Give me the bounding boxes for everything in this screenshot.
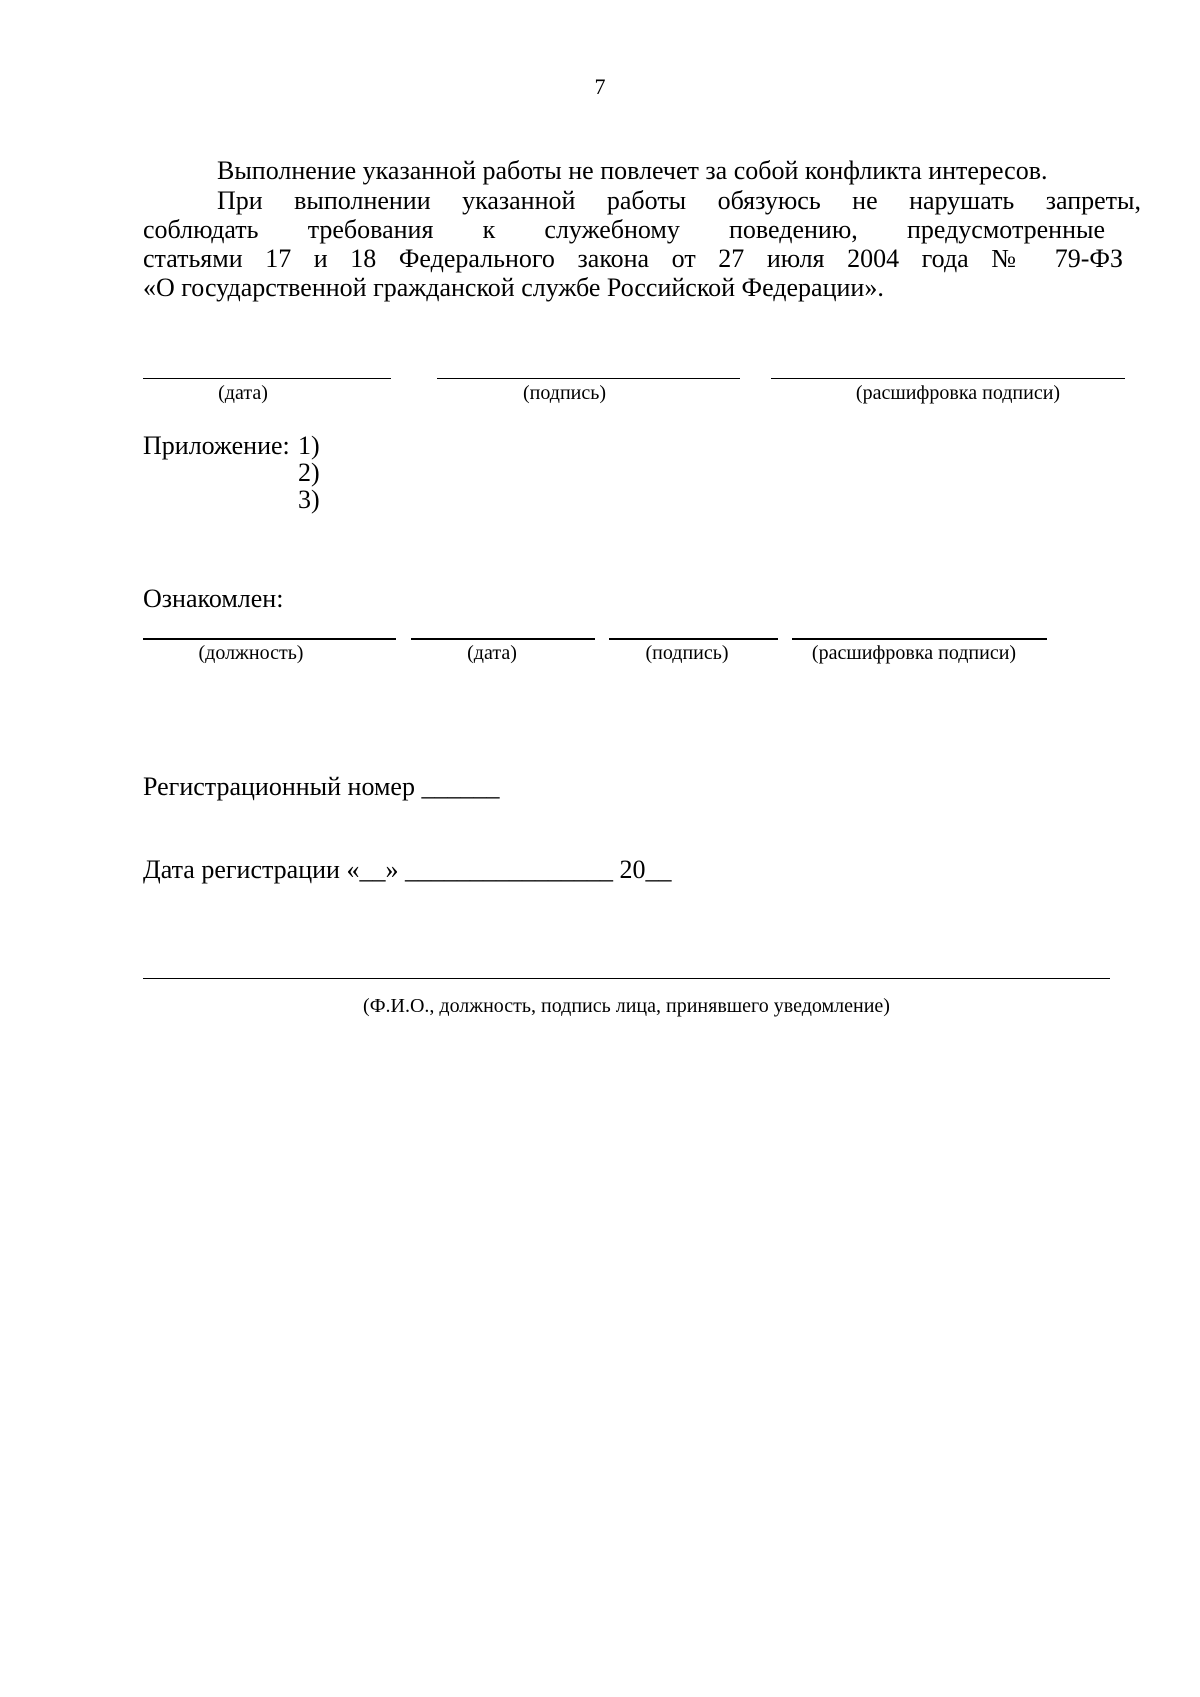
acq-signature-line (609, 638, 778, 640)
acq-date-caption: (дата) (467, 642, 517, 664)
obligation-line-3: статьями 17 и 18 Федерального закона от 27 июля 2004 года № 79-ФЗ (143, 244, 1123, 273)
paragraph-conflict-text: Выполнение указанной работы не повлечет за собой конфликта интересов. (217, 156, 1048, 185)
page-number: 7 (594, 74, 606, 99)
signature-line (437, 378, 740, 379)
obligation-line-2: соблюдать требования к служебному поведению, предусмотренные (143, 215, 1105, 244)
attachment-item-2: 2) (298, 458, 320, 487)
attachment-item-1: 1) (298, 431, 320, 460)
obligation-line-4: «О государственной гражданской службе Российской Федерации». (143, 273, 884, 302)
attachment-item-3: 3) (298, 485, 320, 514)
position-line (143, 638, 396, 640)
acq-decode-caption: (расшифровка подписи) (811, 642, 1017, 664)
paragraph-conflict (143, 156, 1141, 185)
signature-caption: (подпись) (522, 382, 607, 404)
registration-date: Дата регистрации «__» ________________ 20__ (143, 855, 672, 884)
acq-signature-caption: (подпись) (645, 642, 729, 664)
decode-caption: (расшифровка подписи) (855, 382, 1061, 404)
decode-line (771, 378, 1125, 379)
registration-number: Регистрационный номер ______ (143, 772, 500, 801)
position-caption: (должность) (198, 642, 304, 664)
attachment-label: Приложение: (143, 431, 290, 460)
receiver-line (143, 978, 1110, 979)
obligation-line-1: При выполнении указанной работы обязуюсь не нарушать запреты, (217, 186, 1141, 215)
acq-decode-line (792, 638, 1047, 640)
receiver-caption: (Ф.И.О., должность, подпись лица, принявшего уведомление) (363, 995, 890, 1017)
date-line (143, 378, 391, 379)
date-caption: (дата) (218, 382, 268, 404)
acq-date-line (411, 638, 595, 640)
acquainted-label: Ознакомлен: (143, 584, 284, 613)
paragraph-obligation (143, 186, 1141, 302)
